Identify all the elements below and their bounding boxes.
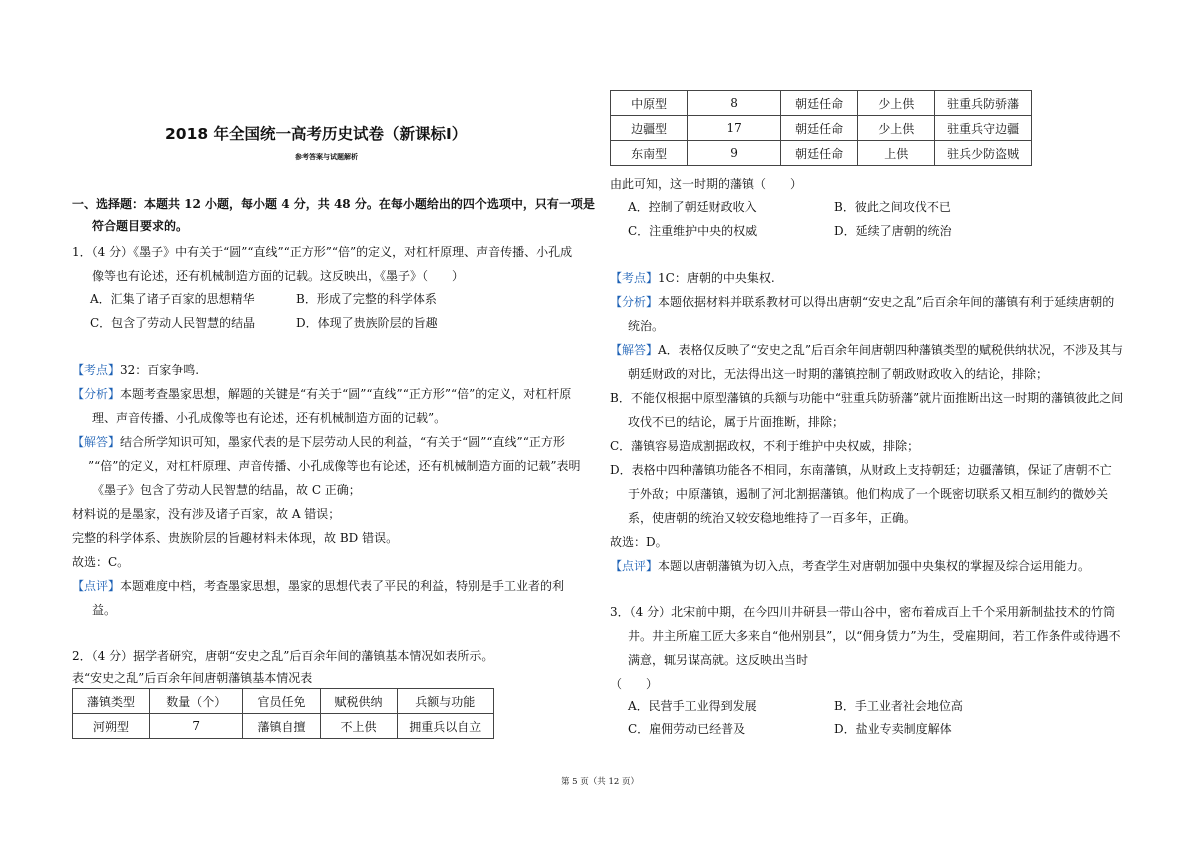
q2-jieda-6: D．表格中四种藩镇功能各不相同，东南藩镇，从财政上支持朝廷；边疆藩镇，保证了唐朝不亡 <box>610 463 1112 477</box>
page-title: 2018 年全国统一高考历史试卷（新课标Ⅰ） <box>165 125 468 143</box>
q2-jieda-4: 攻伐不已的结论，属于片面推断，排除； <box>628 415 845 429</box>
q3-stem-3: 满意，辄另谋高就。这反映出当时 <box>628 653 809 667</box>
q3-option-c: C．雇佣劳动已经普及 <box>628 722 746 736</box>
q3-option-a: A．民营手工业得到发展 <box>628 699 757 713</box>
q1-jieda-2: ”“倍”的定义，对杠杆原理、声音传播、小孔成像等也有论述，还有机械制造方面的记载”表明 <box>88 459 581 473</box>
q2-fenxi-2: 统治。 <box>628 319 665 333</box>
table-cell: 东南型 <box>611 141 688 166</box>
q2-jieda-8: 系，使唐朝的统治又较安稳地维持了一百多年，正确。 <box>628 511 917 525</box>
table-header-row <box>73 689 494 714</box>
q2-jieda-7: 于外敌；中原藩镇，遏制了河北割据藩镇。他们构成了一个既密切联系又相互制约的微妙关 <box>628 487 1109 501</box>
q1-kaodian <box>72 362 199 378</box>
table-header: 官员任免 <box>243 689 320 714</box>
q2-table-part1 <box>72 688 494 739</box>
q3-option-b: B．手工业者社会地位高 <box>834 699 963 713</box>
section-heading-cont: 符合题目要求的。 <box>92 219 189 233</box>
table-header: 藩镇类型 <box>73 689 150 714</box>
dianping-tag: 【点评】 <box>610 559 659 573</box>
jieda-tag: 【解答】 <box>610 343 659 357</box>
q2-jieda <box>610 342 1123 358</box>
q2-option-d: D．延续了唐朝的统治 <box>834 224 952 238</box>
q1-jieda <box>72 434 565 450</box>
table-row <box>611 116 1032 141</box>
q1-stem-1: 1．（4 分）《墨子》中有关于“圆”“直线”“正方形”“倍”的定义，对杠杆原理、声音传播、小孔成 <box>72 245 573 259</box>
page-number: 第 5 页（共 12 页） <box>560 777 640 787</box>
q1-stem-2: 像等也有论述，还有机械制造方面的记载。这反映出，《墨子》（ ） <box>92 269 465 283</box>
q2-stem: 2．（4 分）据学者研究，唐朝“安史之乱”后百余年间的藩镇基本情况如表所示。 <box>72 649 494 663</box>
table-cell: 中原型 <box>611 91 688 116</box>
dianping-tag: 【点评】 <box>72 579 121 593</box>
q1-dianping-text: 本题难度中档，考查墨家思想，墨家的思想代表了平民的利益，特别是手工业者的利 <box>120 579 565 593</box>
table-cell: 朝廷任命 <box>780 91 857 116</box>
q3-stem-2: 井。井主所雇工匠大多来自“他州别县”，以“佣身赁力”为生，受雇期间，若工作条件或待遇不 <box>628 629 1121 643</box>
q2-answer: 故选：D。 <box>610 535 668 549</box>
table-cell: 上供 <box>858 141 935 166</box>
jieda-tag: 【解答】 <box>72 435 121 449</box>
q2-option-a: A．控制了朝廷财政收入 <box>628 200 757 214</box>
q2-table-part2 <box>610 90 1032 166</box>
q1-jieda-4: 材料说的是墨家，没有涉及诸子百家，故 A 错误； <box>72 507 341 521</box>
fenxi-tag: 【分析】 <box>72 387 121 401</box>
table-row <box>611 91 1032 116</box>
q3-paren: （ ） <box>610 677 659 691</box>
q2-dianping-text: 本题以唐朝藩镇为切入点，考查学生对唐朝加强中央集权的掌握及综合运用能力。 <box>658 559 1091 573</box>
q1-jieda-3: 《墨子》包含了劳动人民智慧的结晶，故 C 正确； <box>92 483 361 497</box>
table-cell: 少上供 <box>858 116 935 141</box>
table-row <box>611 141 1032 166</box>
q2-jieda-5: C．藩镇容易造成割据政权，不利于维护中央权威，排除； <box>610 439 920 453</box>
q1-option-a: A．汇集了诸子百家的思想精华 <box>90 292 255 306</box>
table-header: 兵额与功能 <box>397 689 493 714</box>
table-cell: 驻兵少防盗贼 <box>935 141 1032 166</box>
table-cell: 9 <box>688 141 781 166</box>
q2-question: 由此可知，这一时期的藩镇（ ） <box>610 177 803 191</box>
q1-kaodian-text: 32：百家争鸣. <box>120 363 200 377</box>
table-cell: 朝廷任命 <box>780 141 857 166</box>
page-subtitle: 参考答案与试题解析 <box>295 152 358 161</box>
kaodian-tag: 【考点】 <box>72 363 121 377</box>
q1-jieda-text: 结合所学知识可知，墨家代表的是下层劳动人民的利益，“有关于“圆”“直线”“正方形 <box>120 435 565 449</box>
q1-option-b: B．形成了完整的科学体系 <box>296 292 437 306</box>
q1-fenxi-text: 本题考查墨家思想，解题的关键是“有关于“圆”“直线”“正方形”“倍”的定义，对杠杆原 <box>120 387 572 401</box>
table-cell: 拥重兵以自立 <box>397 714 493 739</box>
q1-fenxi <box>72 386 571 402</box>
table-cell: 不上供 <box>320 714 397 739</box>
q1-option-d: D．体现了贵族阶层的旨趣 <box>296 316 438 330</box>
q2-kaodian-text: 1C：唐朝的中央集权. <box>658 271 775 285</box>
q1-fenxi-2: 理、声音传播、小孔成像等也有论述，还有机械制造方面的记载”。 <box>92 411 447 425</box>
q2-fenxi-text: 本题依据材料并联系教材可以得出唐朝“安史之乱”后百余年间的藩镇有利于延续唐朝的 <box>658 295 1115 309</box>
q2-jieda-2: 朝廷财政的对比，无法得出这一时期的藩镇控制了朝政财政收入的结论，排除； <box>628 367 1049 381</box>
table-cell: 河朔型 <box>73 714 150 739</box>
q2-jieda-text: A．表格仅反映了“安史之乱”后百余年间唐朝四种藩镇类型的赋税供纳状况，不涉及其与 <box>658 343 1123 357</box>
table-header: 赋税供纳 <box>320 689 397 714</box>
table-cell: 7 <box>150 714 243 739</box>
table-cell: 驻重兵守边疆 <box>935 116 1032 141</box>
section-heading: 一、选择题：本题共 12 小题，每小题 4 分，共 48 分。在每小题给出的四个选项中，只有一项是 <box>72 197 595 211</box>
q2-option-b: B．彼此之间攻伐不已 <box>834 200 951 214</box>
table-row <box>73 714 494 739</box>
q2-jieda-3: B．不能仅根据中原型藩镇的兵额与功能中“驻重兵防骄藩”就片面推断出这一时期的藩镇彼此之间 <box>610 391 1124 405</box>
fenxi-tag: 【分析】 <box>610 295 659 309</box>
q1-dianping <box>72 578 564 594</box>
q3-stem-1: 3．（4 分）北宋前中期，在今四川井研县一带山谷中，密布着成百上千个采用新制盐技术的竹筒 <box>610 605 1116 619</box>
table-cell: 藩镇自擅 <box>243 714 320 739</box>
table-header: 数量（个） <box>150 689 243 714</box>
table-cell: 驻重兵防骄藩 <box>935 91 1032 116</box>
table-cell: 边疆型 <box>611 116 688 141</box>
q2-kaodian <box>610 270 775 286</box>
table-cell: 朝廷任命 <box>780 116 857 141</box>
table-cell: 8 <box>688 91 781 116</box>
q1-jieda-5: 完整的科学体系、贵族阶层的旨趣材料未体现，故 BD 错误。 <box>72 531 399 545</box>
q2-option-c: C．注重维护中央的权威 <box>628 224 758 238</box>
q1-answer: 故选：C。 <box>72 555 130 569</box>
q3-option-d: D．盐业专卖制度解体 <box>834 722 952 736</box>
kaodian-tag: 【考点】 <box>610 271 659 285</box>
q2-table-caption: 表“安史之乱”后百余年间唐朝藩镇基本情况表 <box>72 671 313 685</box>
q2-fenxi <box>610 294 1114 310</box>
q1-option-c: C．包含了劳动人民智慧的结晶 <box>90 316 256 330</box>
q1-dianping-2: 益。 <box>92 603 117 617</box>
table-cell: 17 <box>688 116 781 141</box>
table-cell: 少上供 <box>858 91 935 116</box>
q2-dianping <box>610 558 1090 574</box>
